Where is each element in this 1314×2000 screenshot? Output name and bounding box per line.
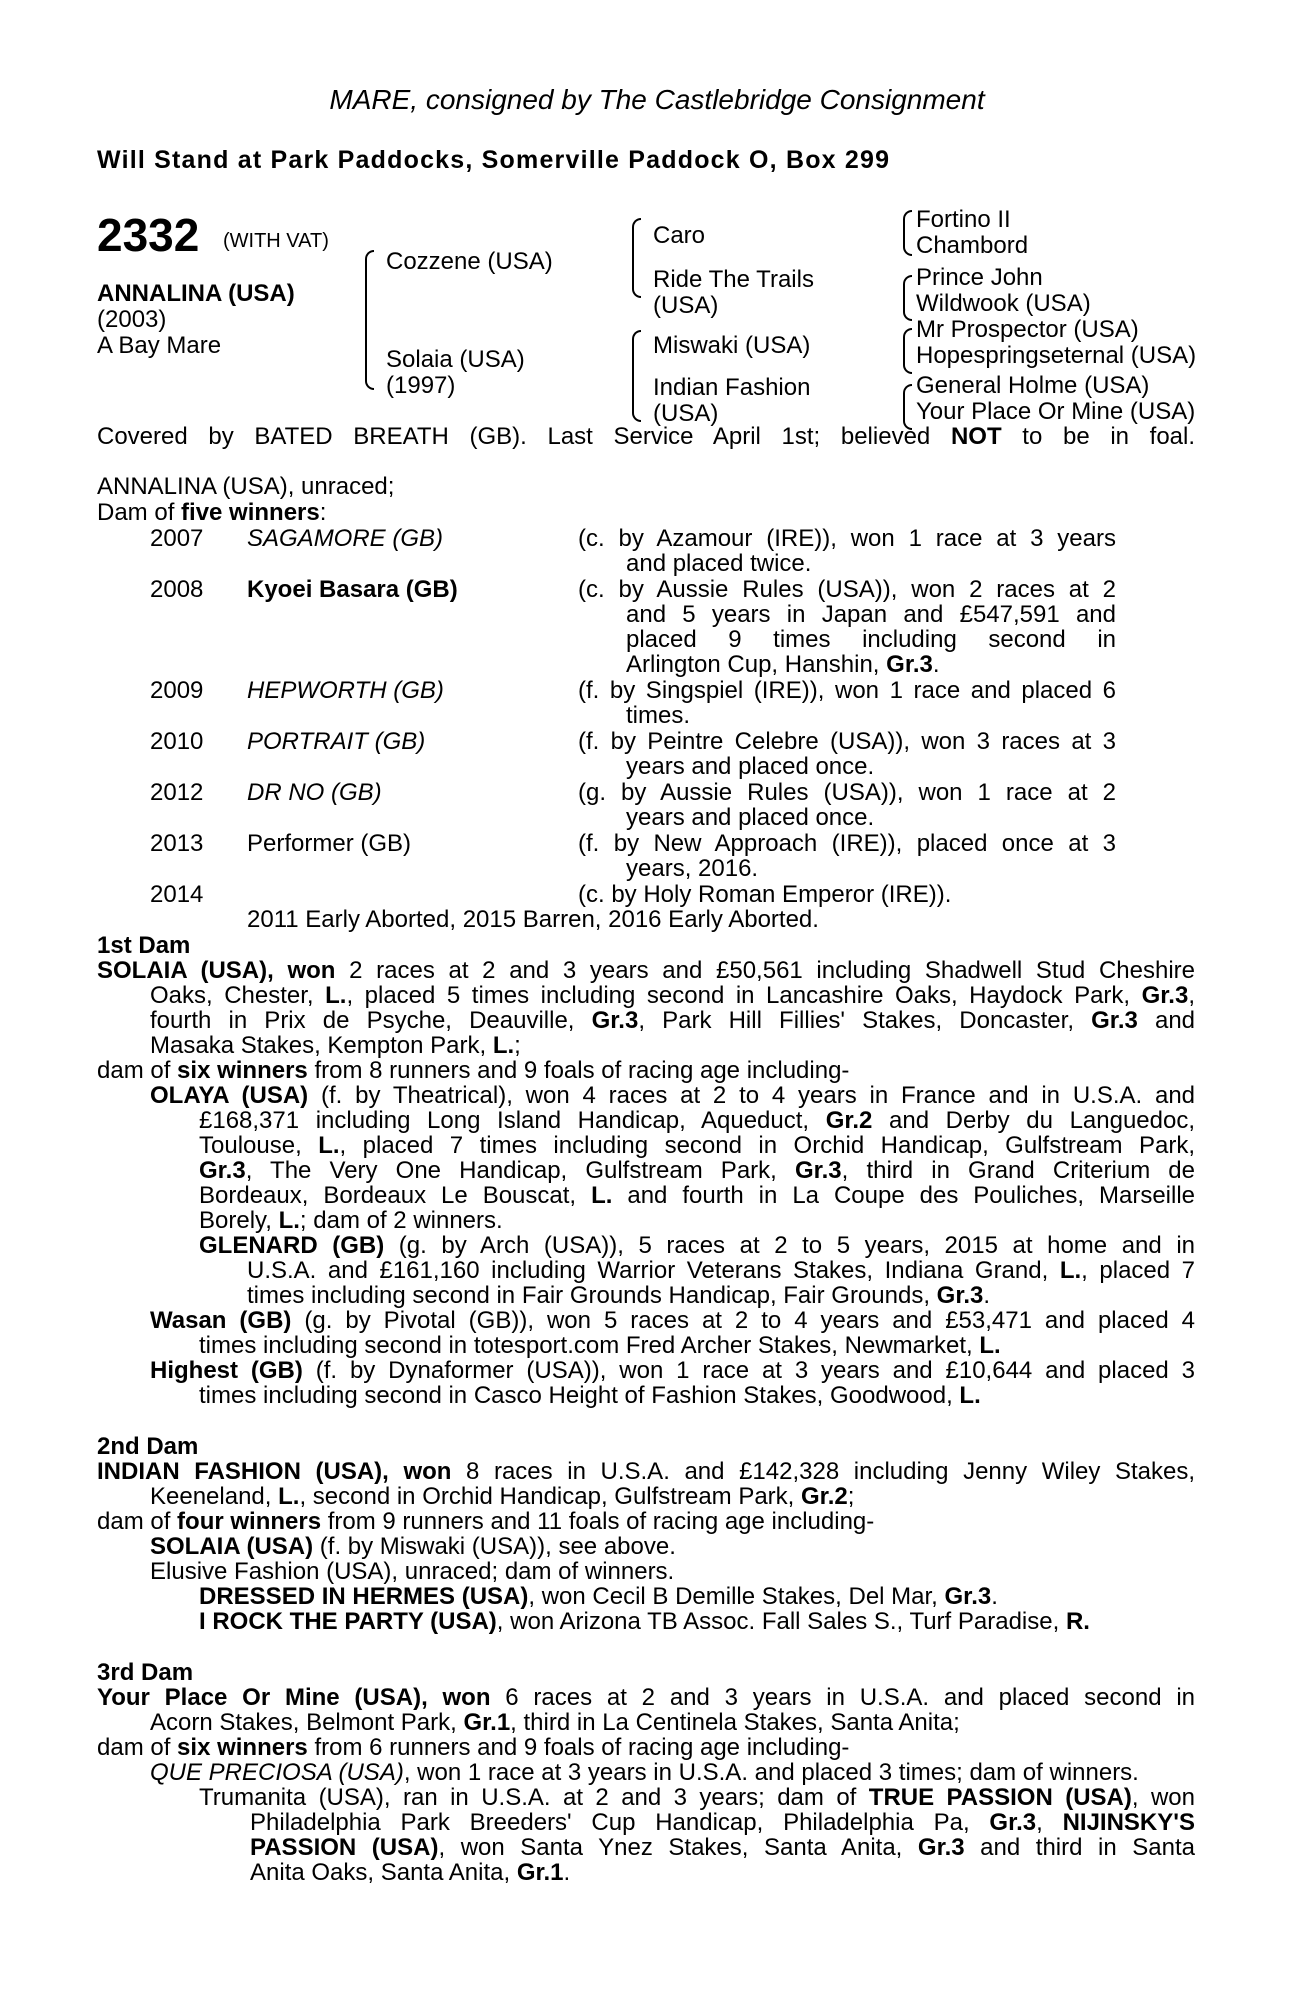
produce-detail: (c. by Holy Roman Emperor (IRE)).	[578, 881, 952, 908]
foaling-year: (2003)	[97, 306, 167, 333]
offspring-line: Philadelphia Park Breeders' Cup Handicap, Philadelphia Pa, Gr.3, NIJINSKY'S	[250, 1809, 1195, 1836]
offspring-line: Elusive Fashion (USA), unraced; dam of winners.	[150, 1558, 675, 1585]
first-dam-line: dam of six winners from 8 runners and 9 foals of racing age including-	[97, 1057, 850, 1084]
offspring-line: DRESSED IN HERMES (USA), won Cecil B Demille Stakes, Del Mar, Gr.3.	[199, 1583, 998, 1610]
pedigree-dam-sire: Miswaki (USA)	[653, 332, 811, 359]
produce-detail: times.	[626, 702, 691, 729]
pedigree-g3-6: Hopespringseternal (USA)	[916, 342, 1197, 369]
third-dam-line: dam of six winners from 6 runners and 9 foals of racing age including-	[97, 1734, 850, 1761]
first-dam-line: fourth in Prix de Psyche, Deauville, Gr.3, Park Hill Fillies' Stakes, Doncaster, Gr.3 and	[150, 1007, 1196, 1034]
pedigree-g3-3: Prince John	[916, 264, 1043, 291]
offspring-line: Highest (GB) (f. by Dynaformer (USA)), won 1 race at 3 years and £10,644 and placed 3	[150, 1357, 1195, 1384]
produce-intro: ANNALINA (USA), unraced;	[97, 473, 395, 500]
pedigree-brace-g2	[903, 275, 912, 321]
produce-name: HEPWORTH (GB)	[247, 677, 444, 704]
pedigree-brace-g1	[903, 210, 912, 256]
consignor-title: MARE, consigned by The Castlebridge Consignment	[329, 84, 985, 115]
produce-name: Kyoei Basara (GB)	[247, 576, 458, 603]
second-dam-line: dam of four winners from 9 runners and 11 foals of racing age including-	[97, 1508, 875, 1535]
produce-detail: (f. by Peintre Celebre (USA)), won 3 races at 3	[578, 728, 1116, 755]
pedigree-dam-dam-suffix: (USA)	[653, 400, 719, 427]
produce-year: 2010	[150, 728, 204, 755]
first-dam-line: Masaka Stakes, Kempton Park, L.;	[150, 1032, 521, 1059]
produce-year: 2007	[150, 525, 204, 552]
offspring-line: Anita Oaks, Santa Anita, Gr.1.	[250, 1859, 571, 1886]
dam-of-winners: Dam of five winners:	[97, 499, 327, 526]
second-dam-line: INDIAN FASHION (USA), won 8 races in U.S.A. and £142,328 including Jenny Wiley Stakes,	[97, 1458, 1195, 1485]
produce-year: 2008	[150, 576, 204, 603]
pedigree-g3-5: Mr Prospector (USA)	[916, 316, 1139, 343]
second-dam-heading: 2nd Dam	[97, 1433, 199, 1460]
offspring-line: Wasan (GB) (g. by Pivotal (GB)), won 5 races at 2 to 4 years and £53,471 and placed 4	[150, 1307, 1195, 1334]
third-dam-line: Your Place Or Mine (USA), won 6 races at 2 and 3 years in U.S.A. and placed second in	[97, 1684, 1196, 1711]
stand-location: Will Stand at Park Paddocks, Somerville Paddock O, Box 299	[97, 146, 891, 174]
pedigree-dam-dam: Indian Fashion	[653, 374, 811, 401]
offspring-line: times including second in totesport.com Fred Archer Stakes, Newmarket, L.	[199, 1332, 1001, 1359]
offspring-line: I ROCK THE PARTY (USA), won Arizona TB Assoc. Fall Sales S., Turf Paradise, R.	[199, 1608, 1090, 1635]
offspring-line: Borely, L.; dam of 2 winners.	[199, 1207, 503, 1234]
pedigree-g3-4: Wildwook (USA)	[916, 290, 1091, 317]
second-dam-line: Keeneland, L., second in Orchid Handicap, Gulfstream Park, Gr.2;	[150, 1483, 855, 1510]
offspring-line: QUE PRECIOSA (USA), won 1 race at 3 years in U.S.A. and placed 3 times; dam of winners.	[150, 1759, 1139, 1786]
pedigree-g3-2: Chambord	[916, 232, 1029, 259]
horse-name: ANNALINA (USA)	[97, 280, 295, 307]
offspring-line: PASSION (USA), won Santa Ynez Stakes, Santa Anita, Gr.3 and third in Santa	[250, 1834, 1195, 1861]
produce-year: 2012	[150, 779, 204, 806]
pedigree-g3-1: Fortino II	[916, 206, 1011, 233]
vat-note: (WITH VAT)	[223, 230, 329, 252]
produce-year: 2013	[150, 830, 204, 857]
first-dam-line: SOLAIA (USA), won 2 races at 2 and 3 years and £50,561 including Shadwell Stud Cheshire	[97, 957, 1195, 984]
lot-number: 2332	[97, 209, 200, 261]
offspring-line: OLAYA (USA) (f. by Theatrical), won 4 races at 2 to 4 years in France and in U.S.A. and	[150, 1082, 1196, 1109]
covered-note: Covered by BATED BREATH (GB). Last Service April 1st; believed NOT to be in foal.	[97, 423, 1196, 450]
pedigree-brace-sire	[632, 218, 641, 298]
produce-name: PORTRAIT (GB)	[247, 728, 426, 755]
offspring-line: times including second in Casco Height of Fashion Stakes, Goodwood, L.	[199, 1382, 981, 1409]
produce-detail: and 5 years in Japan and £547,591 and	[626, 601, 1116, 628]
offspring-line: Trumanita (USA), ran in U.S.A. at 2 and 3 years; dam of TRUE PASSION (USA), won	[199, 1784, 1195, 1811]
produce-detail: years and placed once.	[626, 804, 875, 831]
produce-name: DR NO (GB)	[247, 779, 382, 806]
horse-description: A Bay Mare	[97, 332, 222, 359]
produce-detail: (g. by Aussie Rules (USA)), won 1 race at 2	[578, 779, 1116, 806]
offspring-line: SOLAIA (USA) (f. by Miswaki (USA)), see above.	[150, 1533, 676, 1560]
produce-detail: and placed twice.	[626, 550, 812, 577]
produce-detail: (c. by Azamour (IRE)), won 1 race at 3 years	[578, 525, 1116, 552]
offspring-line: U.S.A. and £161,160 including Warrior Veterans Stakes, Indiana Grand, L., placed 7	[247, 1257, 1196, 1284]
produce-name: Performer (GB)	[247, 830, 412, 857]
produce-detail: years, 2016.	[626, 855, 759, 882]
produce-detail: Arlington Cup, Hanshin, Gr.3.	[626, 651, 940, 678]
produce-detail: placed 9 times including second in	[626, 626, 1116, 653]
offspring-line: Toulouse, L., placed 7 times including second in Orchid Handicap, Gulfstream Park,	[199, 1132, 1196, 1159]
pedigree-sire-sire: Caro	[653, 222, 706, 249]
first-dam-heading: 1st Dam	[97, 932, 191, 959]
pedigree-brace-g3	[903, 328, 912, 374]
produce-name: SAGAMORE (GB)	[247, 525, 444, 552]
produce-detail: (c. by Aussie Rules (USA)), won 2 races at 2	[578, 576, 1116, 603]
pedigree-brace-dam	[632, 330, 641, 422]
pedigree-sire: Cozzene (USA)	[386, 248, 553, 275]
first-dam-line: Oaks, Chester, L., placed 5 times including second in Lancashire Oaks, Haydock Park, Gr.3,	[150, 982, 1195, 1009]
produce-year: 2009	[150, 677, 204, 704]
produce-detail: (f. by New Approach (IRE)), placed once at 3	[578, 830, 1116, 857]
produce-detail: years and placed once.	[626, 753, 875, 780]
offspring-line: Gr.3, The Very One Handicap, Gulfstream Park, Gr.3, third in Grand Criterium de	[199, 1157, 1196, 1184]
pedigree-g3-8: Your Place Or Mine (USA)	[916, 398, 1196, 425]
pedigree-brace-gen1	[365, 250, 374, 390]
produce-year: 2014	[150, 881, 204, 908]
offspring-line: times including second in Fair Grounds Handicap, Fair Grounds, Gr.3.	[247, 1282, 991, 1309]
offspring-line: GLENARD (GB) (g. by Arch (USA)), 5 races at 2 to 5 years, 2015 at home and in	[199, 1232, 1195, 1259]
third-dam-line: Acorn Stakes, Belmont Park, Gr.1, third in La Centinela Stakes, Santa Anita;	[150, 1709, 960, 1736]
produce-detail: (f. by Singspiel (IRE)), won 1 race and placed 6	[578, 677, 1116, 704]
third-dam-heading: 3rd Dam	[97, 1659, 194, 1686]
pedigree-sire-dam-suffix: (USA)	[653, 292, 719, 319]
pedigree-dam: Solaia (USA)	[386, 346, 525, 373]
pedigree-sire-dam: Ride The Trails	[653, 266, 814, 293]
offspring-line: Bordeaux, Bordeaux Le Bouscat, L. and fourth in La Coupe des Pouliches, Marseille	[199, 1182, 1196, 1209]
pedigree-dam-year: (1997)	[386, 372, 456, 399]
offspring-line: £168,371 including Long Island Handicap, Aqueduct, Gr.2 and Derby du Languedoc,	[199, 1107, 1196, 1134]
pedigree-g3-7: General Holme (USA)	[916, 372, 1150, 399]
produce-aborted-note: 2011 Early Aborted, 2015 Barren, 2016 Early Aborted.	[247, 906, 819, 933]
